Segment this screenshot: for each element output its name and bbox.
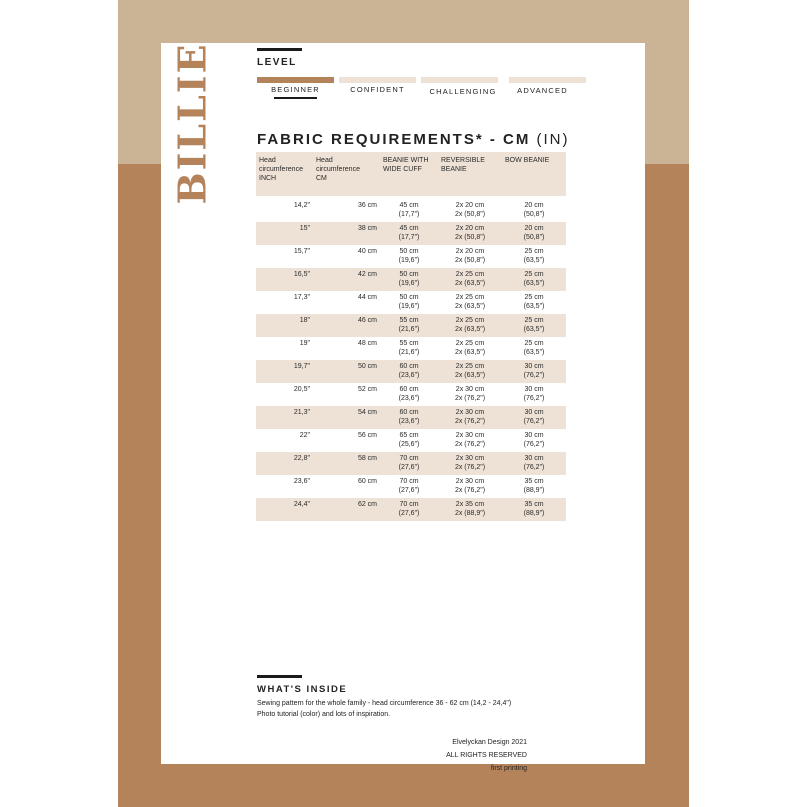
cell-wide-cuff-line: 70 cm (399, 478, 419, 485)
cell-wide-cuff-line: (25,6") (398, 441, 420, 448)
cell-wide-cuff-line: (19,6") (398, 303, 420, 310)
table-row (256, 245, 566, 268)
cell-bow-beanie-line: 35 cm (524, 501, 544, 508)
cell-wide-cuff (380, 452, 438, 475)
cell-bow-beanie-line: 20 cm (524, 225, 544, 232)
cell-bow-beanie-line: (50,8") (523, 211, 545, 218)
cell-head-cm: 54 cm (313, 406, 380, 429)
cell-wide-cuff-line: (27,6") (398, 487, 420, 494)
header-head-inch: Head circumference INCH (256, 152, 313, 196)
cell-bow-beanie-line: (76,2") (523, 418, 545, 425)
cell-head-cm: 60 cm (357, 478, 377, 485)
cell-bow-beanie (502, 383, 566, 406)
cell-head-inch: 19,7" (256, 360, 313, 383)
cell-head-inch: 19" (299, 340, 310, 347)
table-row (256, 452, 566, 475)
cell-reversible (438, 429, 502, 452)
cell-bow-beanie-line: (88,9") (523, 487, 545, 494)
fabric-title-unit: (IN) (536, 131, 570, 148)
cell-reversible-line: 2x 25 cm (455, 317, 485, 324)
header-bow-beanie: BOW BEANIE (502, 152, 566, 196)
cell-wide-cuff (380, 383, 438, 406)
table-row (256, 337, 566, 360)
cell-wide-cuff-line: 70 cm (399, 501, 419, 508)
cell-reversible-line: 2x 25 cm (455, 294, 485, 301)
cell-wide-cuff-line: 60 cm (399, 386, 419, 393)
table-row (256, 314, 566, 337)
cell-head-inch: 16,5" (256, 268, 313, 291)
credit-printing: first printing (490, 765, 527, 772)
cell-wide-cuff-line: 55 cm (399, 317, 419, 324)
cell-bow-beanie-line: (63,5") (523, 303, 545, 310)
cell-reversible (438, 498, 502, 521)
cell-head-inch: 14,2" (293, 202, 310, 209)
table-row (256, 475, 566, 498)
table-row (256, 498, 566, 521)
cell-bow-beanie-line: 30 cm (524, 386, 544, 393)
cell-wide-cuff-line: 45 cm (399, 225, 419, 232)
cell-head-cm: 62 cm (313, 498, 380, 521)
cell-head-inch: 15,7" (293, 248, 310, 255)
cell-wide-cuff (380, 475, 438, 498)
cell-wide-cuff (380, 314, 438, 337)
table-row (256, 360, 566, 383)
cell-wide-cuff-line: 50 cm (399, 271, 419, 278)
cell-bow-beanie-line: (76,2") (523, 441, 545, 448)
cell-reversible-line: 2x 20 cm (455, 225, 485, 232)
selected-level-underline (274, 97, 317, 99)
cell-wide-cuff-line: (17,7") (398, 211, 420, 218)
cell-bow-beanie (502, 360, 566, 383)
table-row (256, 406, 566, 429)
cell-head-inch: 15" (256, 222, 313, 245)
header-head-cm: Head circumference CM (313, 152, 380, 196)
cell-bow-beanie (502, 222, 566, 245)
cell-bow-beanie (502, 475, 566, 498)
cell-wide-cuff (380, 196, 438, 222)
level-bar-challenging (421, 77, 498, 83)
cell-reversible-line: 2x (50,8") (454, 211, 486, 218)
cell-wide-cuff-line: (19,6") (398, 257, 420, 264)
cell-reversible-line: 2x (76,2") (454, 487, 486, 494)
cell-wide-cuff-line: (27,6") (398, 464, 420, 471)
cell-bow-beanie-line: 25 cm (524, 248, 544, 255)
level-label-challenging: CHALLENGING (429, 87, 497, 96)
whats-inside-heading: WHAT'S INSIDE (257, 684, 348, 695)
table-row (256, 429, 566, 452)
inside-line-1: Sewing pattern for the whole family - head circumference 36 - 62 cm (14,2 - 24,4") (257, 700, 512, 707)
cell-bow-beanie-line: 30 cm (524, 455, 544, 462)
cell-wide-cuff-line: 50 cm (399, 248, 419, 255)
cell-wide-cuff-line: 45 cm (399, 202, 419, 209)
cell-reversible-line: 2x (63,5") (454, 280, 486, 287)
brand-title (169, 41, 215, 205)
cell-reversible-line: 2x 25 cm (455, 363, 485, 370)
table-header-row (256, 152, 566, 196)
cell-bow-beanie-line: 35 cm (524, 478, 544, 485)
cell-reversible-line: 2x (76,2") (454, 464, 486, 471)
header-reversible: REVERSIBLE BEANIE (438, 152, 502, 196)
cell-reversible-line: 2x (50,8") (454, 234, 486, 241)
cell-wide-cuff-line: 65 cm (399, 432, 419, 439)
cell-head-cm: 38 cm (313, 222, 380, 245)
cell-bow-beanie (502, 268, 566, 291)
cell-bow-beanie-line: 20 cm (524, 202, 544, 209)
cell-bow-beanie-line: 30 cm (524, 363, 544, 370)
cell-head-inch: 22,8" (256, 452, 313, 475)
cell-head-cm: 42 cm (313, 268, 380, 291)
cell-bow-beanie (502, 314, 566, 337)
cell-wide-cuff-line: 55 cm (399, 340, 419, 347)
cell-reversible (438, 222, 502, 245)
cell-reversible-line: 2x 30 cm (455, 432, 485, 439)
fabric-title-text: FABRIC REQUIREMENTS* - CM (257, 131, 531, 148)
cell-reversible (438, 360, 502, 383)
cell-wide-cuff-line: (27,6") (398, 510, 420, 517)
inside-line-2: Photo tutorial (color) and lots of inspiration. (257, 711, 391, 718)
cell-head-cm: 50 cm (313, 360, 380, 383)
cell-head-inch: 18" (256, 314, 313, 337)
cell-bow-beanie-line: 25 cm (524, 340, 544, 347)
cell-wide-cuff (380, 498, 438, 521)
cell-wide-cuff-line: (21,6") (398, 326, 420, 333)
cell-reversible-line: 2x (50,8") (454, 257, 486, 264)
cell-reversible (438, 406, 502, 429)
level-label-beginner: BEGINNER (271, 85, 320, 94)
table-row (256, 383, 566, 406)
cell-wide-cuff-line: (19,6") (398, 280, 420, 287)
cell-wide-cuff-line: (17,7") (398, 234, 420, 241)
cell-reversible-line: 2x 25 cm (455, 271, 485, 278)
cell-bow-beanie-line: (76,2") (523, 464, 545, 471)
cell-bow-beanie-line: (63,5") (523, 280, 545, 287)
credit-company: Elvelyckan Design 2021 (452, 739, 527, 746)
cell-wide-cuff-line: (23,6") (398, 372, 420, 379)
cell-head-cm: 46 cm (313, 314, 380, 337)
cell-reversible-line: 2x 25 cm (455, 340, 485, 347)
cell-reversible (438, 245, 502, 268)
cell-wide-cuff (380, 291, 438, 314)
cell-wide-cuff-line: (23,6") (398, 418, 420, 425)
cell-reversible (438, 383, 502, 406)
cell-wide-cuff (380, 337, 438, 360)
cell-head-cm: 40 cm (357, 248, 377, 255)
level-heading: LEVEL (257, 57, 297, 68)
cell-bow-beanie-line: 25 cm (524, 271, 544, 278)
level-label-advanced: ADVANCED (517, 86, 568, 95)
cell-reversible-line: 2x (76,2") (454, 395, 486, 402)
cell-bow-beanie (502, 452, 566, 475)
cell-head-cm: 44 cm (357, 294, 377, 301)
cell-wide-cuff (380, 222, 438, 245)
brand-text: BILLIE (169, 41, 215, 205)
cell-bow-beanie-line: 25 cm (524, 294, 544, 301)
cell-reversible-line: 2x 30 cm (455, 455, 485, 462)
table-row (256, 268, 566, 291)
table-row (256, 291, 566, 314)
cell-bow-beanie (502, 196, 566, 222)
level-bar-confident (339, 77, 416, 83)
cell-bow-beanie (502, 337, 566, 360)
cell-wide-cuff-line: 50 cm (399, 294, 419, 301)
cell-reversible-line: 2x 30 cm (455, 478, 485, 485)
table-row (256, 222, 566, 245)
cell-wide-cuff (380, 406, 438, 429)
cell-reversible-line: 2x 20 cm (455, 248, 485, 255)
cell-reversible-line: 2x (63,5") (454, 303, 486, 310)
table-row (256, 196, 566, 222)
cell-reversible (438, 475, 502, 498)
fabric-requirements-table (256, 152, 566, 521)
cell-bow-beanie-line: 25 cm (524, 317, 544, 324)
cell-bow-beanie-line: (50,8") (523, 234, 545, 241)
cell-bow-beanie (502, 406, 566, 429)
cell-wide-cuff-line: (21,6") (398, 349, 420, 356)
inside-divider (257, 675, 302, 678)
cell-wide-cuff-line: 60 cm (399, 363, 419, 370)
cell-head-inch: 24,4" (256, 498, 313, 521)
cell-bow-beanie-line: (88,9") (523, 510, 545, 517)
cell-reversible-line: 2x (63,5") (454, 372, 486, 379)
cell-head-cm: 52 cm (357, 386, 377, 393)
cell-reversible (438, 452, 502, 475)
cell-bow-beanie (502, 245, 566, 268)
cell-head-cm: 36 cm (357, 202, 377, 209)
cell-head-inch: 17,3" (293, 294, 310, 301)
cell-bow-beanie-line: (76,2") (523, 395, 545, 402)
cell-head-inch: 20,5" (293, 386, 310, 393)
cell-reversible-line: 2x (76,2") (454, 418, 486, 425)
cell-wide-cuff (380, 245, 438, 268)
cell-reversible-line: 2x 30 cm (455, 409, 485, 416)
level-label-confident: CONFIDENT (350, 85, 405, 94)
cell-reversible (438, 314, 502, 337)
cell-reversible (438, 337, 502, 360)
cell-wide-cuff (380, 429, 438, 452)
cell-reversible-line: 2x (88,9") (454, 510, 486, 517)
cell-head-inch: 21,3" (256, 406, 313, 429)
header-wide-cuff: BEANIE WITH WIDE CUFF (380, 152, 438, 196)
cell-bow-beanie-line: (76,2") (523, 372, 545, 379)
cell-bow-beanie (502, 498, 566, 521)
cell-head-cm: 48 cm (357, 340, 377, 347)
cell-bow-beanie-line: 30 cm (524, 432, 544, 439)
cell-wide-cuff-line: 70 cm (399, 455, 419, 462)
cell-bow-beanie-line: (63,5") (523, 349, 545, 356)
cell-head-cm: 56 cm (357, 432, 377, 439)
cell-reversible (438, 268, 502, 291)
cell-bow-beanie (502, 291, 566, 314)
fabric-requirements-title (257, 131, 570, 148)
level-bar-beginner (257, 77, 334, 83)
table-body (256, 196, 566, 521)
cell-wide-cuff (380, 360, 438, 383)
cell-reversible-line: 2x 35 cm (455, 501, 485, 508)
cell-reversible-line: 2x 20 cm (455, 202, 485, 209)
cell-wide-cuff-line: 60 cm (399, 409, 419, 416)
credit-rights: ALL RIGHTS RESERVED (446, 752, 527, 759)
cell-reversible-line: 2x 30 cm (455, 386, 485, 393)
cell-reversible (438, 196, 502, 222)
cell-wide-cuff-line: (23,6") (398, 395, 420, 402)
level-bar-advanced (509, 77, 586, 83)
cell-bow-beanie-line: (63,5") (523, 257, 545, 264)
level-divider (257, 48, 302, 51)
cell-head-inch: 23,6" (293, 478, 310, 485)
credits (446, 736, 527, 775)
cell-bow-beanie-line: (63,5") (523, 326, 545, 333)
cell-bow-beanie (502, 429, 566, 452)
cell-head-inch: 22" (299, 432, 310, 439)
cell-head-cm: 58 cm (313, 452, 380, 475)
whats-inside-description (257, 698, 597, 720)
cell-reversible (438, 291, 502, 314)
cell-reversible-line: 2x (63,5") (454, 326, 486, 333)
cell-reversible-line: 2x (76,2") (454, 441, 486, 448)
cell-reversible-line: 2x (63,5") (454, 349, 486, 356)
cell-bow-beanie-line: 30 cm (524, 409, 544, 416)
cell-wide-cuff (380, 268, 438, 291)
